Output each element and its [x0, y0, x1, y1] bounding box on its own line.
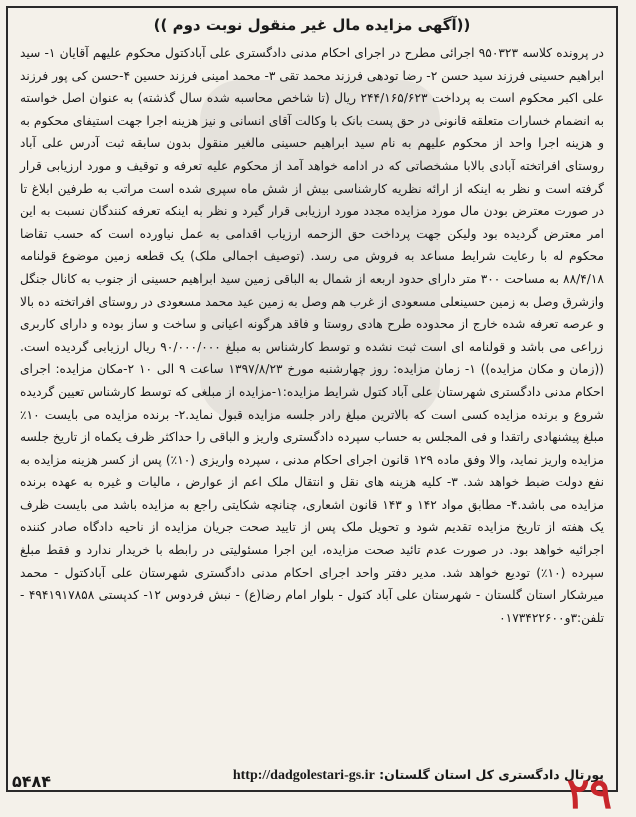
address-line: استان گلستان - شهرستان علی آباد کتول - بلوار امام رضا(ع) - نبش فردوس ۱۲- کدپستی ۴۹۴۱۹۱۷۸۵۸ - تلفن:۳و۰۱۷۳۴۲۲۶۰۰: [20, 588, 604, 625]
ad-code: ۵۴۸۴: [12, 772, 52, 791]
portal-url[interactable]: http://dadgolestari-gs.ir: [232, 768, 375, 783]
notice-title: ((آگهی مزایده مال غیر منقول نوبت دوم )): [153, 16, 471, 34]
time-place-label: ((زمان و مکان مزایده)): [475, 362, 604, 377]
notice-body: [20, 42, 604, 629]
portal-label: پورتال دادگستری کل استان گلستان:: [379, 767, 604, 782]
portal-footer: [20, 767, 604, 784]
auction-notice: [6, 6, 618, 792]
notice-paragraph-1: در پرونده کلاسه ۹۵۰۳۲۳ اجرائی مطرح در اجرای احکام مدنی دادگستری علی آبادکتول محکوم علیهم آقایان ۱- سید ابراهیم حسینی فرزند سید حسن ۲- رضا تودهی فرزند محمد تقی ۳- محمد امینی فرزند حسین ۴-حسن کی پور فرزند علی اکبر محکوم است به پرداخت ۲۴۴/۱۶۵/۶۲۳ ریال (تا شاخص محاسبه شده سال گذشته) به عنوان اصل خواسته به انضمام خسارات متعلقه قانونی در حق پست بانک با وکالت آقای انسانی و نیز هزینه اجرا جهت استیفای محکوم به و هزینه اجرا واحد از محکوم علیهم به نام سید ابراهیم حسینی مالغیر منقول بدون سابقه ثبت آدرس علی آباد روستای افراتخته آبادی بالابا مشخصاتی که در ادامه خواهد آمد از محکوم علیه تعرفه و توقیف و مورد ارزیابی قرار گرفته است و نظر به اینکه از ارائه نظریه کارشناسی بیش از شش ماه سپری شده است مراتب به طرفین ابلاغ تا در صورت معترض بودن مال مورد مزایده مجدد مورد ارزیابی قرار گیرد و نظر به اینکه تعرفه کنندگان نسبت به این امر معترض گردیده بود ولیکن جهت پرداخت حق الزحمه ارزیاب اقدامی به عمل نیاورده است که حسب تقاضا محکوم له با رعایت شرایط مساعد به فروش می رسد.: [20, 46, 604, 264]
notice-paragraph-3: ۱- زمان مزایده: روز چهارشنبه مورخ ۱۳۹۷/۸/۲۳ ساعت ۹ الی ۱۰ ۲-مکان مزایده: اجرای احکام مدنی دادگستری شهرستان علی آباد کتول شرایط مزایده:۱-مزایده از مبلغی که توسط کارشناس تعیین گردیده شروع و برنده مزایده کسی است که بالاترین مبلغ رادر جلسه مزایده قبول نماید.۲- برنده مزایده می بایست ۱۰٪ مبلغ پیشنهادی راتقدا و فی المجلس به حساب سپرده دادگستری واریز و الباقی را حداکثر ظرف یکماه از تاریخ جلسه مزایده واریز نماید، والا وفق ماده ۱۲۹ قانون اجرای احکام مدنی ، سپرده واریزی (۱۰٪) پس از کسر هزینه مزایده به نفع دولت ضبط خواهد شد. ۳- کلیه هزینه های نقل و انتقال ملک اعم از عوارض ، مالیات و غیره به عهده برنده مزایده می باشد.۴- مطابق مواد ۱۴۲ و ۱۴۳ قانون اشعاری، چنانچه شکایتی راجع به مزایده باشد می بایست ظرف یک هفته از تاریخ مزایده تقدیم شود و تحویل ملک پس از تایید صحت جریان مزایده از ناحیه دادگاه صادر کننده اجرائیه خواهد بود. در صورت عدم تائید صحت مزایده، این اجرا مسئولیتی در رابطه با خریدار ندارد و فقط مبلغ سپرده (۱۰٪) تودیع خواهد شد.: [20, 362, 605, 580]
notice-paragraph-2: یک قطعه زمین موضوع قولنامه ۸۸/۴/۱۸ به مساحت ۳۰۰ متر دارای حدود اربعه از شمال به الباقی زمین سید ابراهیم حسینی از جنوب به کانال جنگل وازشرق وصل به زمین حسینعلی مسعودی از غرب هم وصل به زمین عید محمد مسعودی در روستای افراتخته ده بالا و عرصه تعرفه شده خارج از محدوده طرح هادی روستا و فاقد هرگونه اعیانی و ساخت و ساز بوده و دارای کاربری زراعی می باشد و قولنامه ای است ثبت نشده و توسط کارشناس به مبلغ ۹۰/۰۰۰/۰۰۰ ریال ارزیابی گردیده است.: [20, 249, 604, 354]
description-label: (توصیف اجمالی ملک): [184, 249, 305, 264]
page-number: ۲۹: [566, 770, 612, 817]
signature: مدیر دفتر واحد اجرای احکام مدنی دادگستری شهرستان علی آبادکتول - محمد میرشکار: [20, 565, 604, 603]
